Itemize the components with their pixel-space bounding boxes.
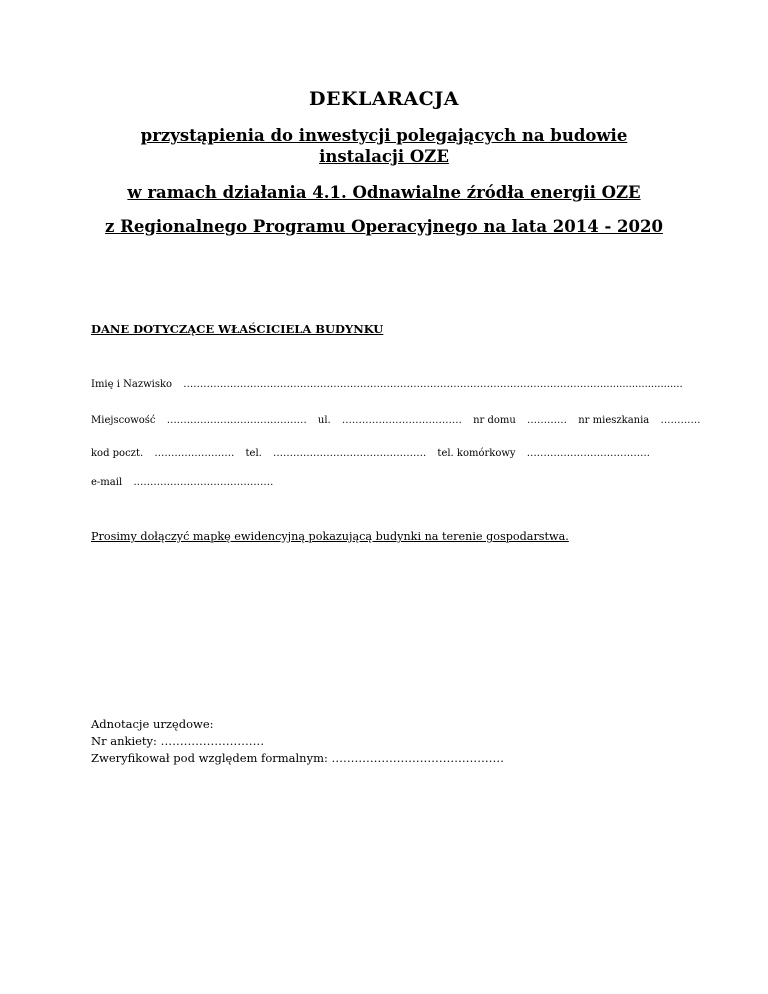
address-row [91,415,700,426]
document-title: DEKLARACJA [309,88,459,110]
phone-label: tel. [245,448,262,459]
street-field[interactable]: ……………………………… [341,415,462,426]
email-label: e-mail [91,477,123,488]
name-label: Imię i Nazwisko [91,379,173,390]
contact-row [91,448,650,459]
street-label: ul. [317,415,331,426]
official-annotations [91,716,504,767]
name-row [91,379,683,390]
phone-field[interactable]: ………………………………………. [273,448,427,459]
subtitle-program-action: w ramach działania 4.1. Odnawialne źródła energii OZE [127,183,641,202]
locality-label: Miejscowość [91,415,156,426]
mobile-phone-label: tel. komórkowy [437,448,516,459]
house-number-field[interactable]: ………… [527,415,568,426]
subtitle-investment: przystąpienia do inwestycji polegających na budowie instalacji OZE [140,126,628,166]
email-row [91,477,273,488]
mobile-phone-field[interactable]: ………………………………. [526,448,650,459]
subtitle-regional-program: z Regionalnego Programu Operacyjnego na lata 2014 - 2020 [105,217,663,236]
flat-number-label: nr mieszkania [578,415,650,426]
survey-number-line[interactable]: Nr ankiety: ……………………… [91,734,265,748]
postcode-field[interactable]: …………………… [154,448,235,459]
flat-number-field[interactable]: ………… [660,415,701,426]
email-field[interactable]: …………………………………… [133,477,274,488]
house-number-label: nr domu [473,415,516,426]
annotations-heading: Adnotacje urzędowe: [91,717,214,731]
formal-verification-line[interactable]: Zweryfikował pod względem formalnym: ……………………………………… [91,751,505,765]
map-attachment-notice: Prosimy dołączyć mapkę ewidencyjną pokazującą budynki na terenie gospodarstwa. [91,530,569,543]
owner-section-heading: DANE DOTYCZĄCE WŁAŚCICIELA BUDYNKU [91,322,384,336]
locality-field[interactable]: …………………………………… [166,415,307,426]
name-field[interactable]: ………………………………………………………………………………………………………………......................... [183,379,683,390]
postcode-label: kod poczt. [91,448,144,459]
